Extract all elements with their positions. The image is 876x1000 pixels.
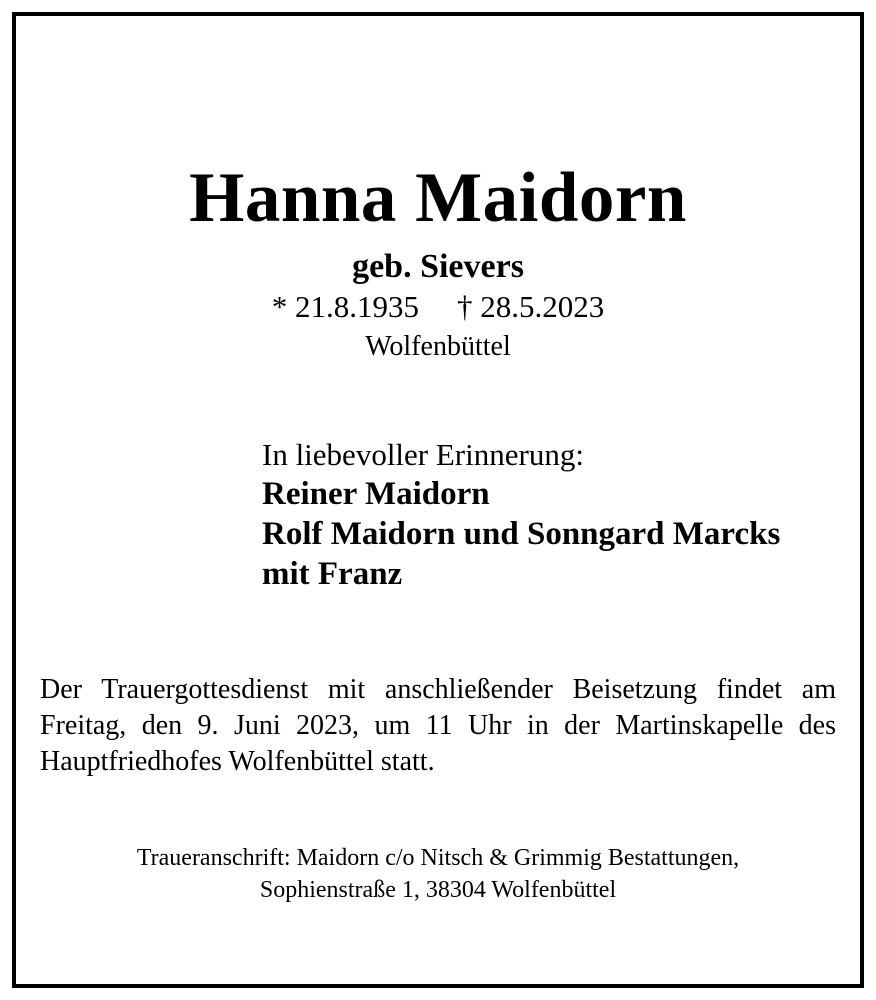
mourner-name: mit Franz [262,556,403,592]
address-line: Traueranschrift: Maidorn c/o Nitsch & Grimmig Bestattungen, [136,845,740,871]
service-announcement [40,672,836,780]
service-line: Freitag, den 9. Juni 2023, um 11 Uhr in der Martinskapelle des [40,710,836,741]
birth-date: * 21.8.1935 [271,289,419,324]
mourner-name: Reiner Maidorn [262,476,490,512]
maiden-name: geb. Sievers [352,248,524,285]
mourners-block [262,436,780,594]
deceased-name: Hanna Maidorn [189,159,687,237]
place: Wolfenbüttel [365,331,511,362]
mourner-name: Rolf Maidorn und Sonngard Marcks [262,516,781,552]
address-line: Sophienstraße 1, 38304 Wolfenbüttel [259,877,617,903]
service-line: Hauptfriedhofes Wolfenbüttel statt. [40,746,435,777]
death-date: † 28.5.2023 [457,289,605,324]
remembrance-intro: In liebevoller Erinnerung: [262,437,584,472]
service-line: Der Trauergottesdienst mit anschließender Beisetzung findet am [40,674,836,705]
mourning-address [0,842,876,906]
life-dates [0,287,876,327]
